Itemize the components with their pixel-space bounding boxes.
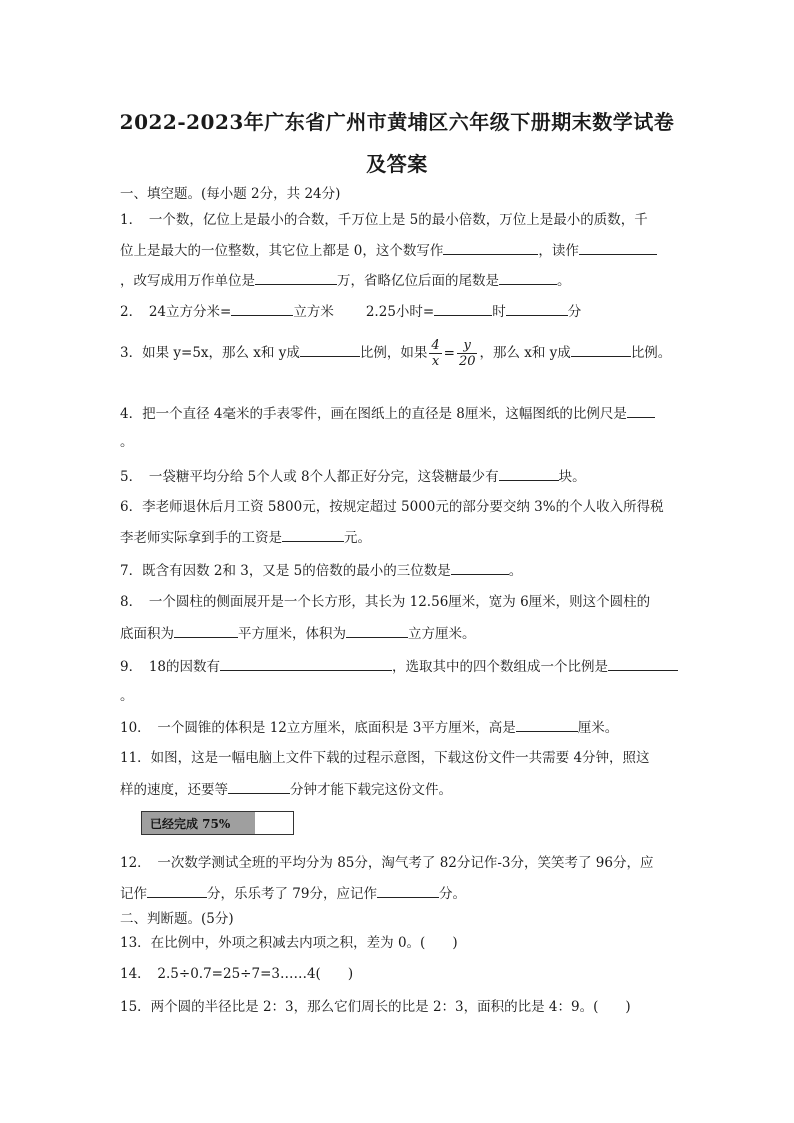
q7-line — [120, 560, 522, 581]
q2-text-b: 立方米 — [293, 304, 334, 320]
q6-blank[interactable] — [282, 527, 344, 542]
q9-blank-proportion[interactable] — [608, 656, 678, 671]
q8-text-b: 平方厘米，体积为 — [238, 626, 346, 642]
q2-text-e: 分 — [567, 304, 582, 320]
q5-blank[interactable] — [499, 466, 559, 481]
q1-blank-wan[interactable] — [255, 270, 337, 285]
q11-line2 — [120, 779, 452, 800]
q9-line1 — [120, 656, 678, 677]
q12-text-c: 分。 — [438, 886, 466, 902]
q11-text-b: 分钟才能下载完这份文件。 — [290, 782, 452, 798]
download-progress-bar — [141, 811, 294, 835]
q1-text-c: ，改写成用万作单位是 — [120, 273, 255, 289]
q12-line2 — [120, 883, 466, 904]
q7-blank[interactable] — [451, 560, 509, 575]
q9-line2: 。 — [120, 688, 134, 704]
q8-blank-volume[interactable] — [346, 623, 408, 638]
q7-text-b: 。 — [508, 563, 523, 579]
q3-blank-2[interactable] — [571, 342, 631, 357]
q13-line: 13．在比例中，外项之积减去内项之积，差为 0。( ) — [120, 935, 458, 951]
q12-text-a: 记作 — [120, 886, 147, 902]
q9-text-a: 9． 18的因数有 — [120, 659, 221, 675]
q10-text-b: 厘米。 — [577, 720, 619, 736]
q11-blank[interactable] — [228, 779, 290, 794]
q2-line — [120, 301, 581, 322]
q3-text-c: ，那么 x和 y成 — [479, 345, 571, 361]
q6-line1: 6．李老师退休后月工资 5800元，按规定超过 5000元的部分要交纳 3%的个人收入所得税 — [120, 499, 664, 515]
q1-text-a: 位上是最大的一位整数，其它位上都是 0，这个数写作 — [120, 243, 444, 259]
q2-blank-minute[interactable] — [506, 301, 568, 316]
q6-text-b: 元。 — [344, 530, 371, 546]
q4-line2: 。 — [120, 434, 134, 450]
exam-title-line1: 2022-2023年广东省广州市黄埔区六年级下册期末数学试卷 — [119, 110, 675, 134]
q4-text: 4．把一个直径 4毫米的手表零件，画在图纸上的直径是 8厘米，这幅图纸的比例尺是 — [120, 406, 627, 422]
q2-blank-m3[interactable] — [231, 301, 293, 316]
q10-text-a: 10． 一个圆锥的体积是 12立方厘米，底面积是 3平方厘米，高是 — [120, 720, 516, 736]
q3-fraction-y-over-20: $\frac{y}{20}$ — [458, 338, 476, 369]
q2-text-d: 时 — [492, 304, 506, 320]
q8-text-a: 底面积为 — [120, 626, 174, 642]
q3-text-a: 3．如果 y=5x，那么 x和 y成 — [120, 345, 300, 361]
q1-text-d: 万，省略亿位后面的尾数是 — [337, 273, 499, 289]
q1-line2 — [120, 240, 657, 261]
q7-text-a: 7．既含有因数 2和 3，又是 5的倍数的最小的三位数是 — [120, 563, 451, 579]
q15-line: 15．两个圆的半径比是 2：3，那么它们周长的比是 2：3，面积的比是 4：9。( ) — [120, 999, 631, 1015]
q11-line1: 11．如图，这是一幅电脑上文件下载的过程示意图，下载这份文件一共需要 4分钟，照这 — [120, 750, 650, 766]
q9-text-b: ，选取其中的四个数组成一个比例是 — [392, 659, 609, 675]
q2-text-c: 2.25小时= — [365, 304, 435, 320]
q1-text-b: ，读作 — [538, 243, 579, 259]
q8-text-c: 立方厘米。 — [408, 626, 476, 642]
q1-line3 — [120, 270, 571, 291]
q3-fraction-4-over-x: $\frac{4}{x}$ — [431, 338, 440, 369]
q3-equals: = — [443, 345, 455, 362]
q1-blank-read[interactable] — [579, 240, 657, 255]
q4-blank-scale[interactable] — [627, 403, 655, 418]
q2-blank-hour[interactable] — [434, 301, 492, 316]
q12-blank-xiaoxiao[interactable] — [147, 883, 207, 898]
q3-blank-1[interactable] — [300, 342, 360, 357]
q10-blank[interactable] — [516, 717, 578, 732]
q5-text-b: 块。 — [558, 469, 586, 485]
q1-blank-yi[interactable] — [499, 270, 557, 285]
q3-line — [120, 335, 671, 372]
q6-line2 — [120, 527, 371, 548]
q8-line2 — [120, 623, 476, 644]
q12-blank-lele[interactable] — [377, 883, 439, 898]
q1-line1: 1． 一个数，亿位上是最小的合数，千万位上是 5的最小倍数，万位上是最小的质数，千 — [120, 212, 648, 228]
q14-line: 14． 2.5÷0.7=25÷7=3……4( ) — [120, 966, 354, 982]
q12-text-b: 分，乐乐考了 79分，应记作 — [207, 886, 377, 902]
q11-text-a: 样的速度，还要等 — [120, 782, 228, 798]
q12-line1: 12． 一次数学测试全班的平均分为 85分，淘气考了 82分记作-3分，笑笑考了 96分，应 — [120, 855, 654, 871]
progress-label: 已经完成 75% — [150, 817, 231, 831]
q1-blank-write[interactable] — [443, 240, 538, 255]
q10-line — [120, 717, 618, 738]
q8-blank-area[interactable] — [174, 623, 238, 638]
q3-text-d: 比例。 — [630, 345, 672, 361]
q1-text-e: 。 — [557, 273, 571, 289]
exam-title-line2: 及答案 — [366, 152, 428, 176]
q3-text-b: 比例，如果 — [359, 345, 428, 361]
q5-text-a: 5． 一袋糖平均分给 5个人或 8个人都正好分完，这袋糖最少有 — [120, 469, 499, 485]
q9-blank-factors[interactable] — [220, 656, 392, 671]
q6-text-a: 李老师实际拿到手的工资是 — [120, 530, 282, 546]
section-heading-fill-blank: 一、填空题。(每小题 2分，共 24分) — [120, 186, 341, 202]
q8-line1: 8． 一个圆柱的侧面展开是一个长方形，其长为 12.56厘米，宽为 6厘米，则这个圆柱的 — [120, 594, 651, 610]
q4-line1 — [120, 403, 655, 424]
q2-text-a: 2． 24立方分米= — [120, 304, 232, 320]
q5-line — [120, 466, 586, 487]
section-heading-judgement: 二、判断题。(5分) — [120, 911, 234, 927]
